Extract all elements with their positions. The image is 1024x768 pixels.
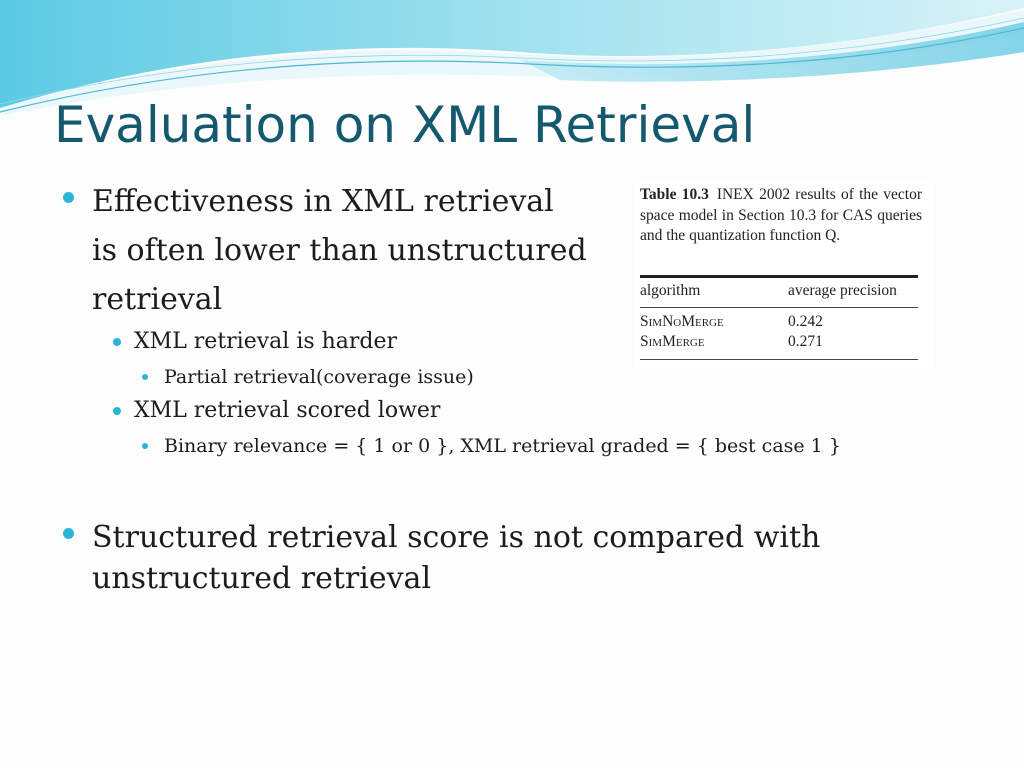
results-table-figure	[634, 182, 934, 368]
table-bottom-rule	[640, 359, 918, 360]
table-cell-precision: 0.242	[788, 313, 823, 330]
bullet-dot	[142, 374, 148, 380]
table-caption	[640, 185, 922, 247]
bullet-text: XML retrieval is harder	[134, 329, 398, 354]
sub-bullet-harder	[134, 327, 397, 357]
bullet-dot	[63, 528, 74, 539]
bullet-text: Structured retrieval score is not compared with	[92, 520, 821, 555]
table-label: Table 10.3	[640, 186, 709, 203]
bullet-text: Effectiveness in XML retrieval	[92, 184, 554, 219]
bullet-continuation: unstructured retrieval	[92, 561, 432, 596]
bullet-dot	[113, 407, 121, 415]
table-header-algorithm: algorithm	[640, 282, 701, 299]
bullet-text: Partial retrieval(coverage issue)	[164, 366, 474, 388]
bullet-text: Binary relevance = { 1 or 0 }, XML retrieval graded = { best case 1 }	[164, 435, 841, 457]
table-cell-algorithm: SimMerge	[640, 333, 705, 350]
table-header-precision: average precision	[788, 282, 897, 299]
table-cell-algorithm: SimNoMerge	[640, 313, 724, 330]
bullet-text: XML retrieval scored lower	[134, 398, 441, 423]
bullet-dot	[63, 192, 74, 203]
bullet-continuation: is often lower than unstructured	[92, 233, 587, 268]
bullet-dot	[113, 338, 121, 346]
slide-title: Evaluation on XML Retrieval	[54, 96, 756, 154]
bullet-effectiveness	[92, 178, 554, 226]
sub-sub-bullet-binary	[164, 432, 841, 460]
bullet-dot	[142, 443, 148, 449]
bullet-structured	[92, 518, 820, 558]
table-header-rule	[640, 307, 918, 308]
table-cell-precision: 0.271	[788, 333, 823, 350]
bullet-continuation: retrieval	[92, 282, 223, 317]
sub-bullet-scored-lower	[134, 396, 440, 426]
table-caption-text: INEX 2002 results of the vector space model in Section 10.3 for CAS queries and the quantization function Q.	[640, 186, 922, 244]
table-top-rule	[640, 275, 918, 278]
sub-sub-bullet-partial	[164, 363, 474, 391]
